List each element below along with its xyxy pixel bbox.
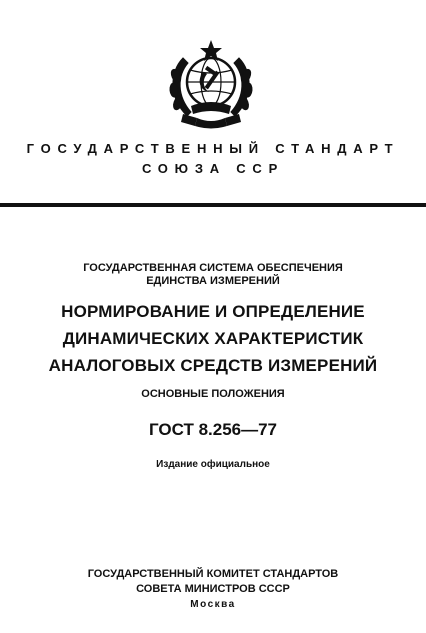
header-title-line1: ГОСУДАРСТВЕННЫЙ СТАНДАРТ — [26, 141, 400, 156]
series-title-line2: ЕДИНСТВА ИЗМЕРЕНИЙ — [146, 275, 280, 287]
edition-note: Издание официальное — [156, 459, 270, 470]
header-divider — [0, 203, 426, 207]
standard-number: ГОСТ 8.256—77 — [148, 420, 278, 439]
header-title-line2: СОЮЗА ССР — [141, 161, 284, 176]
document-title-line2: ДИНАМИЧЕСКИХ ХАРАКТЕРИСТИК — [62, 329, 364, 348]
publisher-line1: ГОСУДАРСТВЕННЫЙ КОМИТЕТ СТАНДАРТОВ — [87, 568, 339, 580]
ussr-coat-of-arms-icon — [161, 36, 261, 132]
document-title-line3: АНАЛОГОВЫХ СРЕДСТВ ИЗМЕРЕНИЙ — [48, 356, 378, 375]
publisher-line2: СОВЕТА МИНИСТРОВ СССР — [136, 583, 290, 595]
document-title-line1: НОРМИРОВАНИЕ И ОПРЕДЕЛЕНИЕ — [61, 302, 365, 321]
publisher-city: Москва — [190, 599, 236, 610]
series-title-line1: ГОСУДАРСТВЕННАЯ СИСТЕМА ОБЕСПЕЧЕНИЯ — [83, 262, 343, 274]
document-subtitle: ОСНОВНЫЕ ПОЛОЖЕНИЯ — [141, 388, 285, 400]
